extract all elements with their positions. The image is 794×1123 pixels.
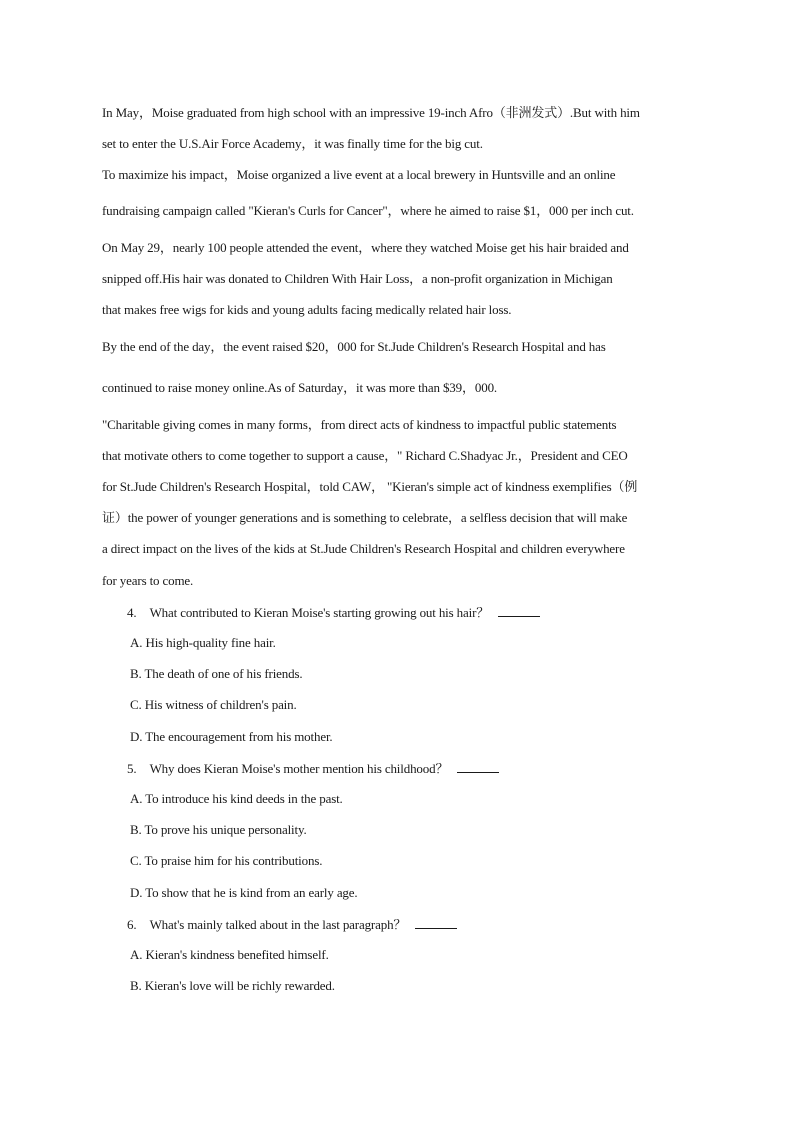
option-letter: B.	[130, 666, 142, 681]
passage-line: for years to come.	[102, 573, 194, 588]
passage-line: 证）the power of younger generations and is something to celebrate，a selfless decision that will make	[102, 510, 628, 525]
passage-line: for St.Jude Children's Research Hospital，told CAW， "Kieran's simple act of kindness exemplifies（例	[102, 479, 638, 494]
option-text: The death of one of his friends.	[144, 666, 303, 681]
option-letter: A.	[130, 947, 143, 962]
passage-line: snipped off.His hair was donated to Children With Hair Loss，a non-profit organization in Michigan	[102, 271, 613, 286]
passage-line: By the end of the day，the event raised $20，000 for St.Jude Children's Research Hospital and has	[102, 339, 606, 354]
question-text: What contributed to Kieran Moise's starting growing out his hair？	[149, 605, 490, 620]
passage-line: fundraising campaign called "Kieran's Curls for Cancer"，where he aimed to raise $1，000 per inch cut.	[102, 203, 634, 218]
passage-line: set to enter the U.S.Air Force Academy，it was finally time for the big cut.	[102, 136, 483, 151]
passage-line: In May，Moise graduated from high school with an impressive 19-inch Afro（非洲发式）.But with him	[102, 105, 640, 120]
answer-blank[interactable]	[415, 916, 457, 929]
option-6a[interactable]	[130, 947, 722, 963]
option-6b[interactable]	[130, 978, 722, 994]
answer-blank[interactable]	[457, 760, 499, 773]
passage-line: a direct impact on the lives of the kids at St.Jude Children's Research Hospital and children everywhere	[102, 541, 625, 556]
option-4d[interactable]	[130, 729, 722, 745]
option-letter: D.	[130, 885, 143, 900]
option-text: To introduce his kind deeds in the past.	[145, 791, 343, 806]
option-letter: B.	[130, 822, 142, 837]
option-text: The encouragement from his mother.	[145, 729, 333, 744]
question-text: What's mainly talked about in the last paragraph？	[149, 917, 407, 932]
option-letter: C.	[130, 697, 142, 712]
question-number: 5.	[127, 761, 137, 776]
passage-line: that makes free wigs for kids and young adults facing medically related hair loss.	[102, 302, 512, 317]
option-5d[interactable]	[130, 885, 722, 901]
option-letter: B.	[130, 978, 142, 993]
option-5c[interactable]	[130, 853, 722, 869]
passage-line: On May 29，nearly 100 people attended the event，where they watched Moise get his hair braided and	[102, 240, 629, 255]
question-6	[127, 916, 719, 933]
question-4	[127, 604, 719, 621]
question-number: 6.	[127, 917, 137, 932]
option-5b[interactable]	[130, 822, 722, 838]
question-number: 4.	[127, 605, 137, 620]
option-letter: C.	[130, 853, 142, 868]
option-text: To show that he is kind from an early age.	[145, 885, 358, 900]
option-letter: D.	[130, 729, 143, 744]
option-4b[interactable]	[130, 666, 722, 682]
passage-line: To maximize his impact，Moise organized a live event at a local brewery in Huntsville and an online	[102, 167, 616, 182]
passage-line: that motivate others to come together to support a cause，" Richard C.Shadyac Jr.，President and CEO	[102, 448, 628, 463]
option-text: Kieran's love will be richly rewarded.	[144, 978, 335, 993]
option-text: To praise him for his contributions.	[144, 853, 323, 868]
answer-blank[interactable]	[498, 604, 540, 617]
option-letter: A.	[130, 635, 143, 650]
option-text: Kieran's kindness benefited himself.	[145, 947, 329, 962]
question-text: Why does Kieran Moise's mother mention his childhood？	[149, 761, 449, 776]
question-5	[127, 760, 719, 777]
option-4c[interactable]	[130, 697, 722, 713]
option-text: His witness of children's pain.	[144, 697, 297, 712]
option-letter: A.	[130, 791, 143, 806]
option-4a[interactable]	[130, 635, 722, 651]
option-text: His high-quality fine hair.	[145, 635, 276, 650]
passage-line: continued to raise money online.As of Saturday，it was more than $39，000.	[102, 380, 498, 395]
option-text: To prove his unique personality.	[144, 822, 307, 837]
option-5a[interactable]	[130, 791, 722, 807]
passage-line: "Charitable giving comes in many forms，from direct acts of kindness to impactful public statements	[102, 417, 617, 432]
